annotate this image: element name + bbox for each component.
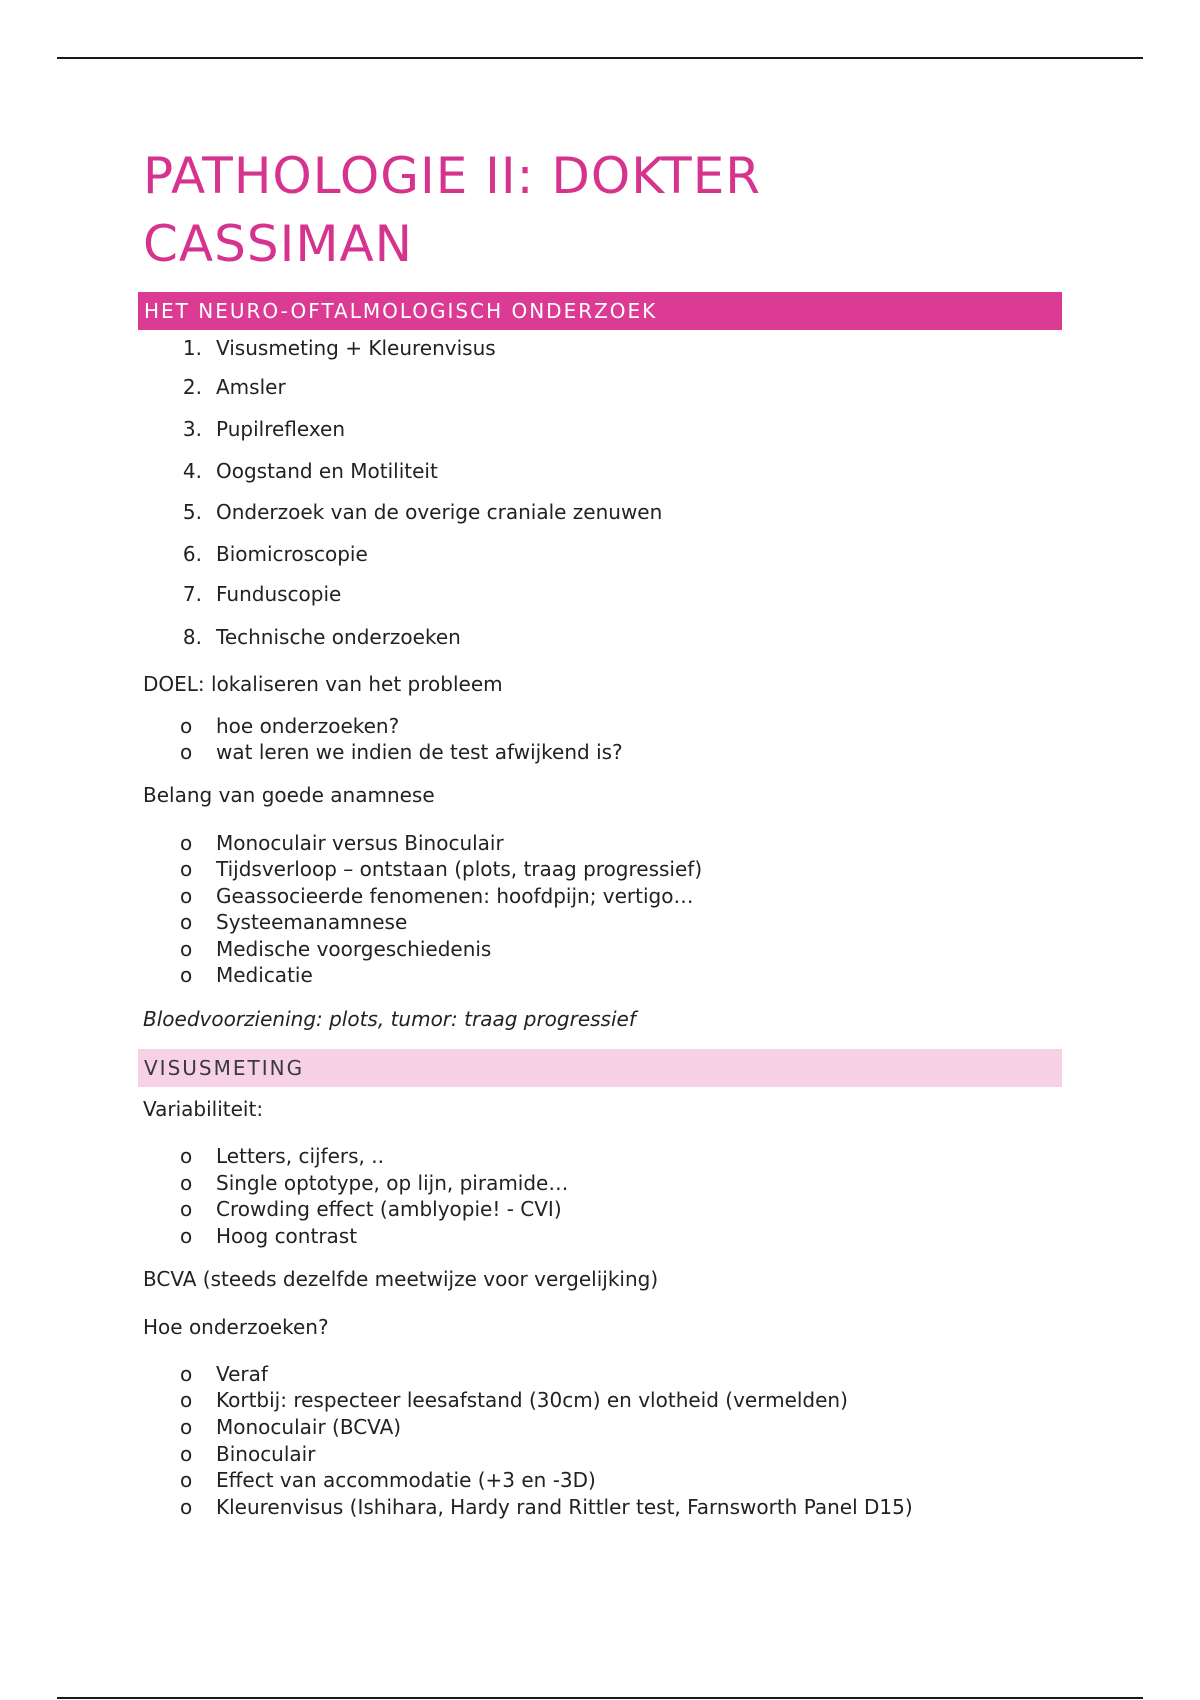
section-heading-neuro-oftalmologisch: HET NEURO-OFTALMOLOGISCH ONDERZOEK: [138, 292, 1062, 330]
list-item-text: Visusmeting + Kleurenvisus: [216, 336, 496, 360]
list-item-text: Medicatie: [216, 963, 313, 987]
list-item-text: Veraf: [216, 1362, 268, 1386]
list-number: 7.: [182, 582, 202, 606]
bullet-marker: o: [180, 1144, 193, 1168]
list-item-text: Hoog contrast: [216, 1224, 358, 1248]
list-item-text: Single optotype, op lijn, piramide…: [216, 1171, 569, 1195]
list-item-text: Geassocieerde fenomenen: hoofdpijn; vertigo…: [216, 884, 694, 908]
bullet-marker: o: [180, 1442, 193, 1466]
list-item-text: Kortbij: respecteer leesafstand (30cm) en vlotheid (vermelden): [216, 1388, 848, 1412]
bullet-marker: o: [180, 937, 193, 961]
list-item-text: Medische voorgeschiedenis: [216, 937, 492, 961]
list-number: 2.: [182, 375, 202, 399]
list-number: 8.: [182, 625, 202, 649]
list-item-text: Monoculair (BCVA): [216, 1415, 402, 1439]
list-item-text: Pupilreflexen: [216, 417, 346, 441]
list-item-text: Tijdsverloop – ontstaan (plots, traag progressief): [216, 857, 703, 881]
list-item-text: Binoculair: [216, 1442, 316, 1466]
section-heading-visusmeting: VISUSMETING: [138, 1049, 1062, 1087]
bullet-marker: o: [180, 831, 193, 855]
list-item-text: Funduscopie: [216, 582, 342, 606]
bullet-marker: o: [180, 884, 193, 908]
bullet-marker: o: [180, 740, 193, 764]
bullet-marker: o: [180, 963, 193, 987]
list-item-text: Technische onderzoeken: [216, 625, 461, 649]
bullet-marker: o: [180, 714, 193, 738]
page-title: PATHOLOGIE II: DOKTER CASSIMAN: [143, 147, 762, 273]
bullet-marker: o: [180, 857, 193, 881]
variabiliteit-paragraph: Variabiliteit:: [143, 1097, 264, 1121]
bullet-marker: o: [180, 1415, 193, 1439]
list-item-text: Kleurenvisus (Ishihara, Hardy rand Rittler test, Farnsworth Panel D15): [216, 1495, 913, 1519]
list-item-text: Systeemanamnese: [216, 910, 408, 934]
hoe-paragraph: Hoe onderzoeken?: [143, 1315, 329, 1339]
bullet-marker: o: [180, 910, 193, 934]
bullet-marker: o: [180, 1468, 193, 1492]
list-item-text: Effect van accommodatie (+3 en -3D): [216, 1468, 596, 1492]
list-number: 6.: [182, 542, 202, 566]
bullet-marker: o: [180, 1224, 193, 1248]
top-rule: [57, 57, 1143, 59]
note-paragraph: Bloedvoorziening: plots, tumor: traag progressief: [143, 1007, 636, 1031]
bullet-marker: o: [180, 1197, 193, 1221]
bullet-marker: o: [180, 1171, 193, 1195]
list-number: 5.: [182, 500, 202, 524]
bcva-paragraph: BCVA (steeds dezelfde meetwijze voor vergelijking): [143, 1267, 659, 1291]
list-number: 3.: [182, 417, 202, 441]
bullet-marker: o: [180, 1388, 193, 1412]
list-item-text: Crowding effect (amblyopie! - CVI): [216, 1197, 562, 1221]
list-item-text: Letters, cijfers, ..: [216, 1144, 384, 1168]
list-item-text: hoe onderzoeken?: [216, 714, 400, 738]
bullet-marker: o: [180, 1495, 193, 1519]
anamnese-paragraph: Belang van goede anamnese: [143, 783, 435, 807]
list-item-text: Biomicroscopie: [216, 542, 368, 566]
doel-paragraph: DOEL: lokaliseren van het probleem: [143, 672, 503, 696]
list-number: 1.: [182, 336, 202, 360]
list-item-text: Onderzoek van de overige craniale zenuwen: [216, 500, 663, 524]
list-item-text: Amsler: [216, 375, 286, 399]
list-number: 4.: [182, 459, 202, 483]
list-item-text: Oogstand en Motiliteit: [216, 459, 438, 483]
bottom-rule: [57, 1697, 1143, 1699]
list-item-text: Monoculair versus Binoculair: [216, 831, 504, 855]
list-item-text: wat leren we indien de test afwijkend is?: [216, 740, 623, 764]
bullet-marker: o: [180, 1362, 193, 1386]
